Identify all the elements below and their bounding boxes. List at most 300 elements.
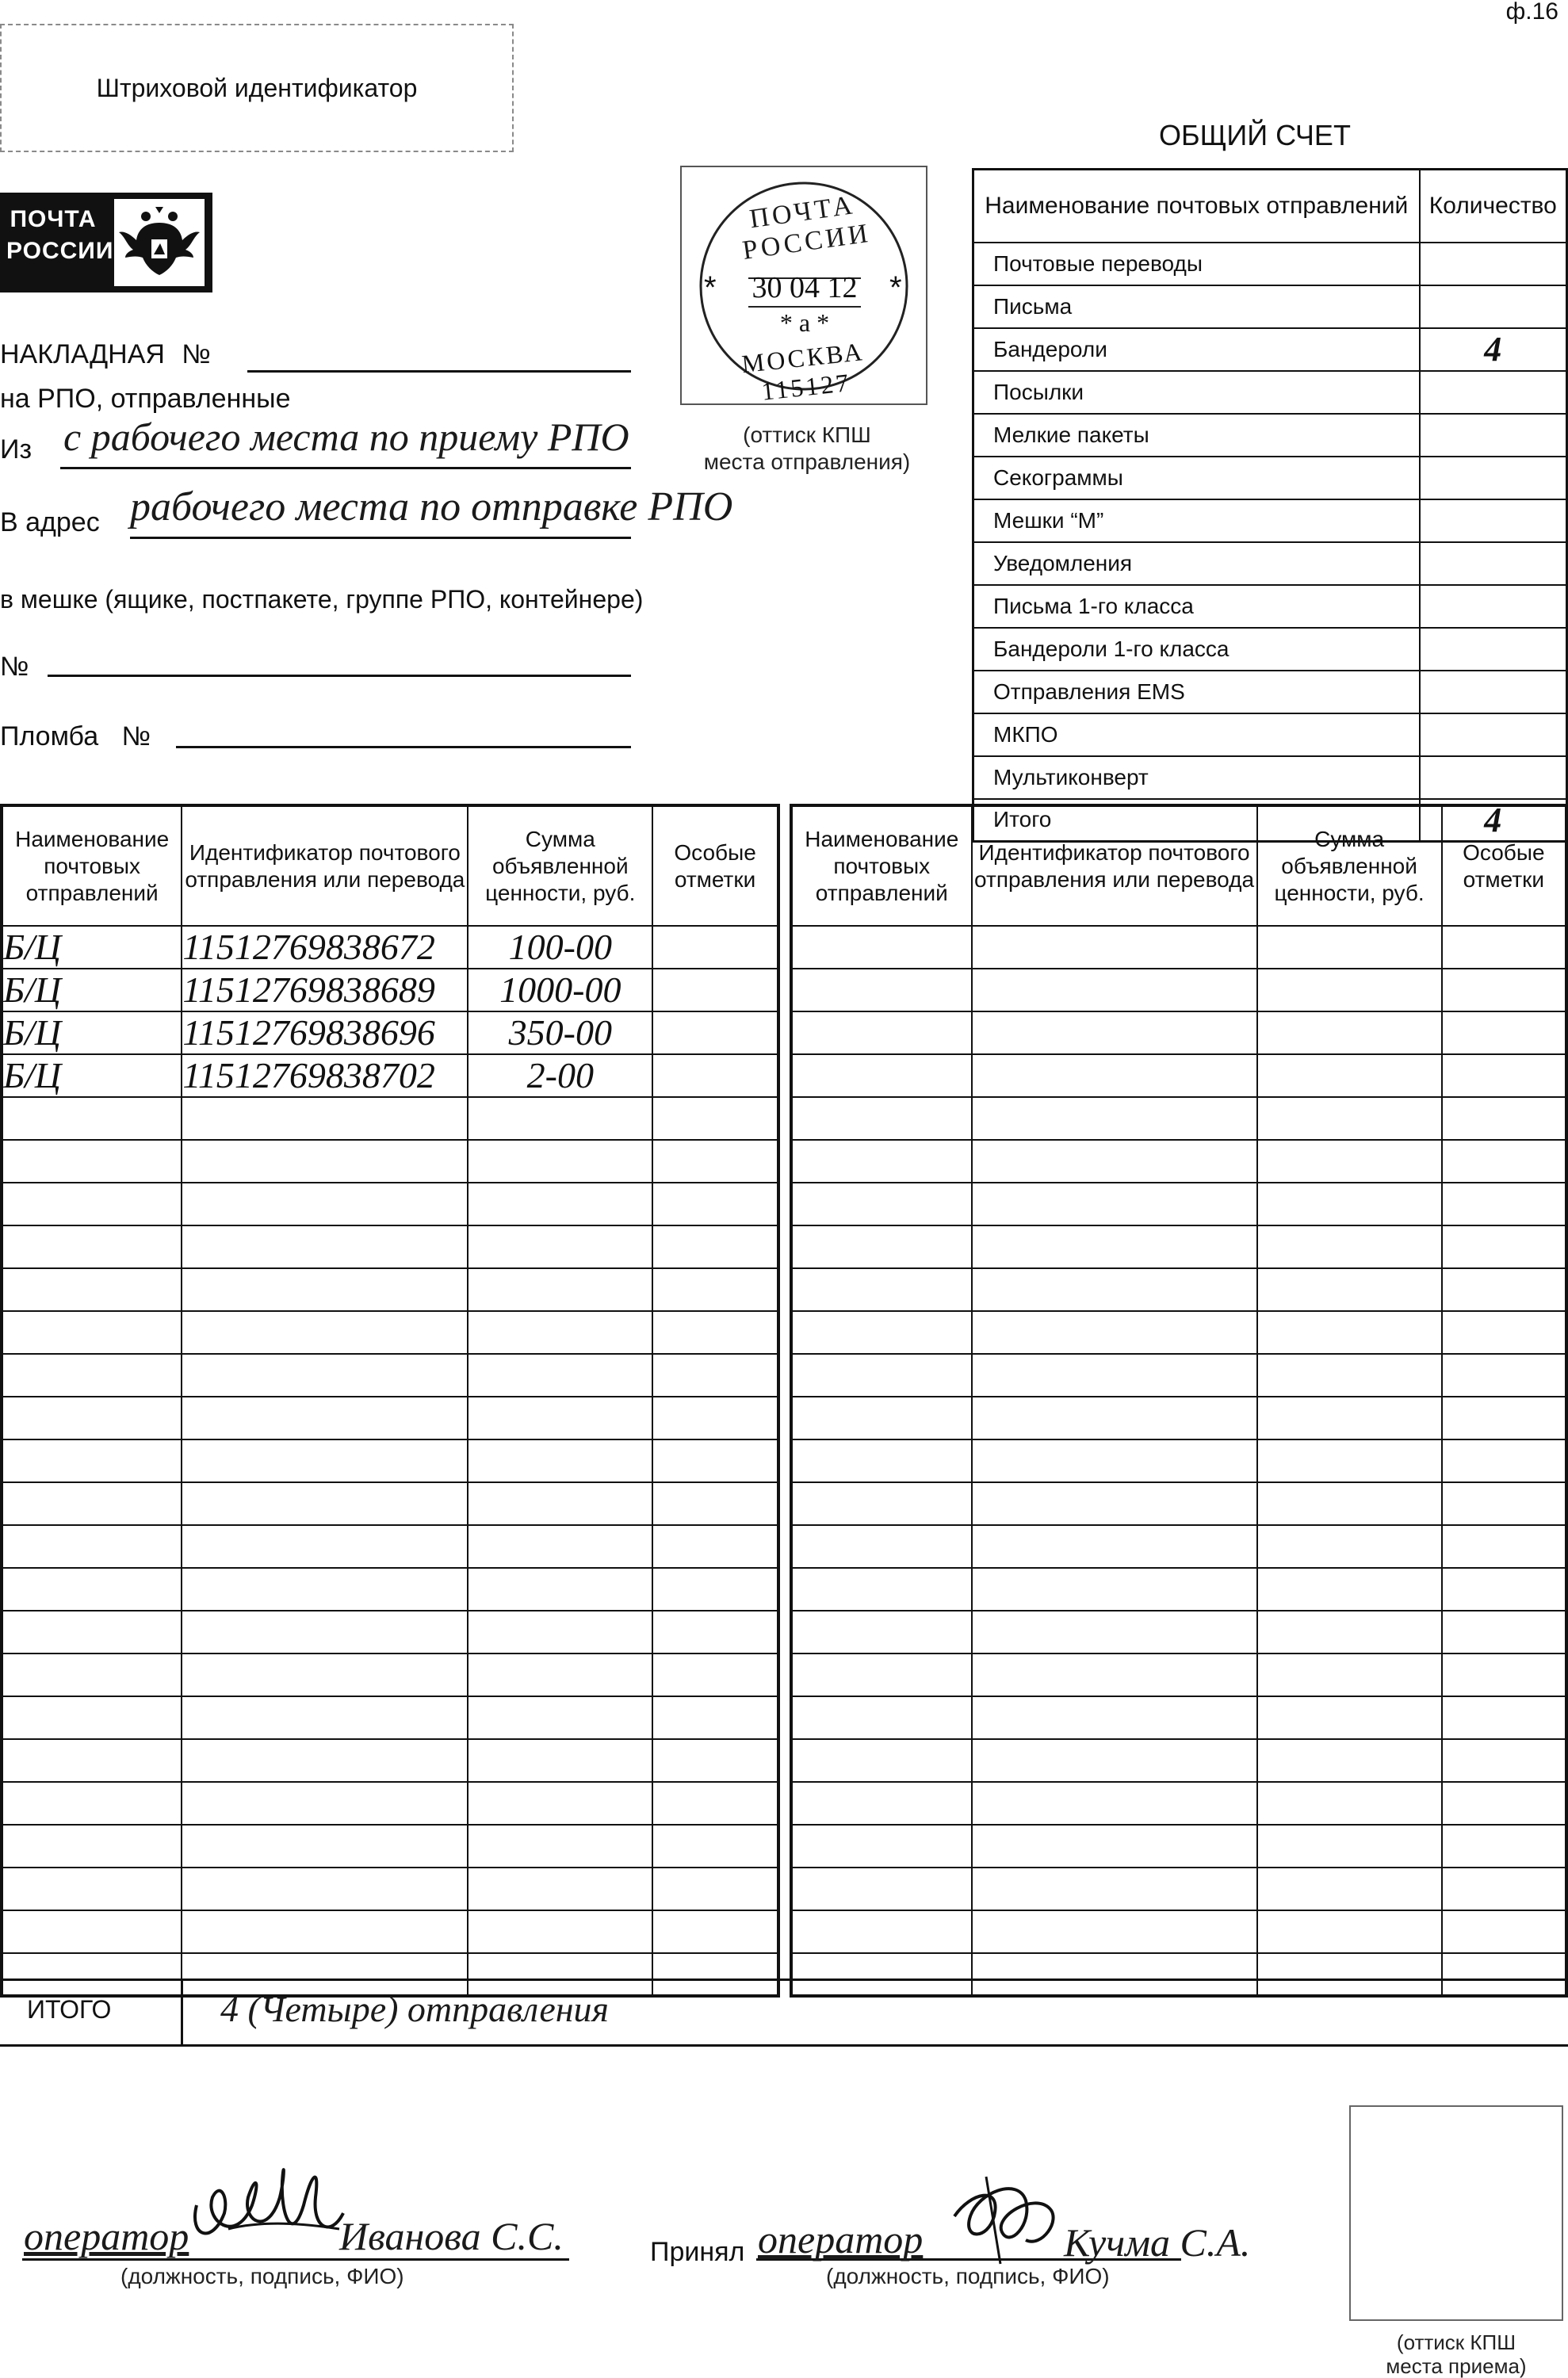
table-row [2,1183,778,1225]
table-cell[interactable] [791,1825,972,1868]
table-cell[interactable] [1442,1439,1566,1482]
table-cell[interactable] [1257,1397,1442,1439]
table-cell[interactable] [182,1140,468,1183]
accepted-label: Принял [650,2237,745,2267]
table-cell[interactable] [182,1268,468,1311]
table-cell[interactable] [652,1397,778,1439]
table-cell[interactable] [972,1311,1257,1354]
table-row [791,969,1566,1011]
table-cell[interactable] [182,1739,468,1782]
summary-row-name: Письма 1-го класса [973,585,1420,628]
table-cell[interactable] [1257,1140,1442,1183]
table-cell[interactable] [652,1525,778,1568]
table-cell[interactable]: 2-00 [468,1054,652,1097]
table-row [791,1140,1566,1183]
table-cell[interactable] [791,1611,972,1654]
summary-row-qty[interactable] [1420,628,1567,671]
table-cell[interactable]: 11512769838689 [182,969,468,1011]
table-cell[interactable] [972,926,1257,969]
table-cell[interactable] [182,1910,468,1953]
table-cell[interactable] [791,1439,972,1482]
table-row [791,1439,1566,1482]
table-row [2,969,778,1011]
table-cell[interactable] [1257,1825,1442,1868]
table-cell[interactable] [1442,1868,1566,1910]
summary-row-qty[interactable] [1420,585,1567,628]
table-cell[interactable] [468,1225,652,1268]
summary-row-name: Бандероли [973,328,1420,371]
table-cell[interactable]: 11512769838696 [182,1011,468,1054]
table-row [791,926,1566,969]
seal-label-row [0,721,151,752]
table-row [2,1225,778,1268]
table-cell[interactable] [1257,1696,1442,1739]
table-row [2,1268,778,1311]
table-cell[interactable] [652,1140,778,1183]
invoice-label: НАКЛАДНАЯ [0,339,165,369]
table-row [2,1097,778,1140]
table-cell[interactable] [1257,1011,1442,1054]
table-cell[interactable] [652,1739,778,1782]
summary-row-qty[interactable] [1420,243,1567,285]
table-cell[interactable] [972,1868,1257,1910]
seal-number-field[interactable] [176,718,631,748]
table-cell[interactable] [182,1482,468,1525]
summary-row [973,628,1567,671]
table-cell[interactable] [1257,1739,1442,1782]
table-cell[interactable] [791,1268,972,1311]
barcode-label: Штриховой идентификатор [96,73,418,102]
logo-text [6,204,114,281]
table-cell[interactable] [1257,1910,1442,1953]
table-cell[interactable] [1257,926,1442,969]
table-cell[interactable] [1442,1183,1566,1225]
table-cell[interactable] [652,1268,778,1311]
table-cell[interactable] [972,1568,1257,1611]
table-cell[interactable] [1442,1696,1566,1739]
table-cell[interactable] [972,1140,1257,1183]
table-cell[interactable] [468,1439,652,1482]
table-row [2,1611,778,1654]
table-cell[interactable] [652,1011,778,1054]
left-table-header-3: Особые отметки [652,805,778,926]
table-cell[interactable] [972,1525,1257,1568]
total-value[interactable]: 4 (Четыре) отправления [220,1989,609,2029]
table-cell[interactable] [1442,969,1566,1011]
table-cell[interactable] [972,1097,1257,1140]
table-cell[interactable] [468,1868,652,1910]
table-cell[interactable] [468,1397,652,1439]
table-cell[interactable] [652,1482,778,1525]
summary-row-name: Уведомления [973,542,1420,585]
summary-row-qty[interactable] [1420,414,1567,457]
table-cell[interactable] [468,1782,652,1825]
table-cell[interactable] [652,1910,778,1953]
table-cell[interactable] [972,1696,1257,1739]
table-row [791,1311,1566,1354]
table-cell[interactable] [791,1696,972,1739]
table-cell[interactable] [791,1397,972,1439]
table-cell[interactable] [1442,1054,1566,1097]
table-cell[interactable] [468,1739,652,1782]
from-field-value[interactable]: с рабочего места по приему РПО [63,415,629,459]
table-cell[interactable] [791,1482,972,1525]
to-label: В адрес [0,507,100,537]
logo-line2: РОССИИ [6,238,114,264]
table-cell[interactable] [1257,1225,1442,1268]
table-cell[interactable] [1442,1354,1566,1397]
table-cell[interactable] [2,1439,182,1482]
table-cell[interactable] [972,1225,1257,1268]
summary-row-qty[interactable] [1420,285,1567,328]
table-cell[interactable] [791,1097,972,1140]
table-cell[interactable] [972,1439,1257,1482]
table-cell[interactable]: 350-00 [468,1011,652,1054]
table-cell[interactable] [1257,1525,1442,1568]
table-cell[interactable]: 100-00 [468,926,652,969]
table-cell[interactable] [652,1782,778,1825]
table-cell[interactable] [791,1225,972,1268]
summary-row [973,585,1567,628]
table-cell[interactable] [468,1696,652,1739]
table-cell[interactable] [2,1482,182,1525]
summary-row-qty[interactable] [1420,457,1567,499]
summary-row-qty[interactable]: 4 [1420,328,1567,371]
table-cell[interactable] [791,1654,972,1696]
table-row [791,1354,1566,1397]
to-field-value[interactable]: рабочего места по отправке РПО [130,484,733,530]
right-table-header-1: Идентификатор почтового отправления или перевода [972,805,1257,926]
summary-col-name: Наименование почтовых отправлений [973,170,1420,243]
table-cell[interactable] [1442,1825,1566,1868]
table-cell[interactable] [1442,1482,1566,1525]
bag-number-field[interactable] [48,647,631,677]
pochta-rossii-logo [0,193,212,292]
stamp-bottom-text: МОСКВА 115127 [740,337,866,406]
table-cell[interactable] [2,1568,182,1611]
table-cell[interactable] [1257,969,1442,1011]
table-row [2,1439,778,1482]
table-cell[interactable] [791,1311,972,1354]
table-cell[interactable] [468,1268,652,1311]
table-cell[interactable] [1442,1525,1566,1568]
table-cell[interactable] [972,1054,1257,1097]
table-cell[interactable] [1257,1868,1442,1910]
summary-title: ОБЩИЙ СЧЕТ [1159,119,1351,151]
sender-signature-caption: (должность, подпись, ФИО) [120,2264,404,2288]
table-cell[interactable] [1442,1397,1566,1439]
table-cell[interactable] [972,969,1257,1011]
table-cell[interactable]: Б/Ц [2,969,182,1011]
table-row [2,1482,778,1525]
table-cell[interactable] [1442,926,1566,969]
table-cell[interactable] [972,1183,1257,1225]
table-cell[interactable] [2,1868,182,1910]
table-cell[interactable] [2,1397,182,1439]
table-cell[interactable] [2,1696,182,1739]
table-cell[interactable] [182,1311,468,1354]
stamp-index-letter: * а * [779,308,830,337]
table-cell[interactable] [652,1054,778,1097]
summary-row-qty[interactable] [1420,713,1567,756]
table-cell[interactable] [652,1225,778,1268]
table-cell[interactable] [652,1654,778,1696]
table-row [2,1782,778,1825]
table-cell[interactable] [182,1568,468,1611]
table-cell[interactable] [1257,1097,1442,1140]
invoice-number-sign: № [182,339,211,369]
table-cell[interactable] [972,1910,1257,1953]
table-cell[interactable] [1257,1611,1442,1654]
table-row [791,1011,1566,1054]
table-cell[interactable] [2,1354,182,1397]
table-cell[interactable] [182,1183,468,1225]
summary-row-name: Отправления EMS [973,671,1420,713]
table-cell[interactable] [2,1140,182,1183]
bag-number-sign: № [0,652,29,682]
table-cell[interactable] [468,1568,652,1611]
table-cell[interactable] [1257,1654,1442,1696]
seal-number-sign: № [121,721,151,751]
table-cell[interactable] [2,1183,182,1225]
table-cell[interactable] [1257,1054,1442,1097]
summary-row-qty[interactable] [1420,499,1567,542]
table-row [2,1140,778,1183]
table-row [791,1739,1566,1782]
table-cell[interactable] [182,1654,468,1696]
table-cell[interactable] [2,1311,182,1354]
table-row [2,1696,778,1739]
table-cell[interactable] [791,926,972,969]
table-cell[interactable] [468,1311,652,1354]
table-cell[interactable] [468,1183,652,1225]
summary-row [973,457,1567,499]
table-row [2,1739,778,1782]
summary-row [973,414,1567,457]
table-cell[interactable] [182,1097,468,1140]
receiver-name: Кучма С.А. [1064,2220,1251,2265]
table-cell[interactable] [182,1525,468,1568]
table-cell[interactable] [972,1611,1257,1654]
table-row [2,1868,778,1910]
table-row [2,1525,778,1568]
table-cell[interactable] [652,1611,778,1654]
table-cell[interactable] [2,1611,182,1654]
table-cell[interactable] [468,1611,652,1654]
table-cell[interactable] [1442,1011,1566,1054]
table-cell[interactable] [652,1568,778,1611]
table-cell[interactable] [652,1354,778,1397]
table-cell[interactable] [182,1868,468,1910]
table-row [791,1782,1566,1825]
table-cell[interactable] [182,1696,468,1739]
summary-row-name: Письма [973,285,1420,328]
table-cell[interactable]: Б/Ц [2,1054,182,1097]
receiver-signature-icon [939,2161,1073,2280]
stamp-caption [672,422,942,476]
table-cell[interactable] [972,1354,1257,1397]
table-cell[interactable] [791,1183,972,1225]
table-cell[interactable] [1257,1568,1442,1611]
summary-row-qty[interactable] [1420,542,1567,585]
table-cell[interactable] [652,926,778,969]
table-cell[interactable] [1442,1140,1566,1183]
summary-col-qty: Количество [1420,170,1567,243]
table-cell[interactable] [182,1825,468,1868]
summary-row-qty[interactable] [1420,756,1567,799]
table-cell[interactable] [972,1011,1257,1054]
table-cell[interactable] [652,1439,778,1482]
table-cell[interactable] [791,1011,972,1054]
table-cell[interactable] [791,1739,972,1782]
table-cell[interactable] [791,1868,972,1910]
table-row [2,926,778,969]
table-cell[interactable] [652,1825,778,1868]
table-cell[interactable] [1257,1354,1442,1397]
table-cell[interactable] [2,1097,182,1140]
sender-position: оператор [24,2214,189,2258]
table-cell[interactable] [972,1397,1257,1439]
summary-row [973,499,1567,542]
table-cell[interactable] [1442,1910,1566,1953]
table-cell[interactable] [972,1782,1257,1825]
sender-signature-icon [181,2150,363,2269]
table-cell[interactable] [791,1525,972,1568]
table-cell[interactable] [2,1910,182,1953]
summary-row-name: Мультиконверт [973,756,1420,799]
form-code: ф.16 [1505,0,1558,25]
table-cell[interactable] [2,1268,182,1311]
table-row [791,1654,1566,1696]
table-cell[interactable] [1442,1568,1566,1611]
stamp-top-text: ПОЧТА РОССИИ [740,190,873,266]
table-cell[interactable] [182,1354,468,1397]
table-row [791,1482,1566,1525]
table-cell[interactable] [972,1825,1257,1868]
table-cell[interactable] [791,1140,972,1183]
table-row [2,1825,778,1868]
table-cell[interactable] [2,1782,182,1825]
table-cell[interactable] [652,1696,778,1739]
table-cell[interactable] [791,1054,972,1097]
table-row [2,1397,778,1439]
table-row [791,1611,1566,1654]
left-table-header-1: Идентификатор почтового отправления или перевода [182,805,468,926]
table-cell[interactable] [652,1311,778,1354]
summary-row [973,713,1567,756]
table-cell[interactable] [972,1482,1257,1525]
table-cell[interactable] [1442,1311,1566,1354]
summary-row-name: Мешки “М” [973,499,1420,542]
summary-row [973,671,1567,713]
summary-row-name: Посылки [973,371,1420,414]
table-cell[interactable]: 11512769838702 [182,1054,468,1097]
table-cell[interactable] [2,1825,182,1868]
table-cell[interactable] [791,1354,972,1397]
stamp-star-left: * [704,270,717,305]
table-cell[interactable] [1442,1654,1566,1696]
table-cell[interactable] [652,969,778,1011]
table-cell[interactable] [1257,1268,1442,1311]
summary-row-qty[interactable]: 4 [1420,799,1567,842]
table-cell[interactable] [468,1910,652,1953]
table-cell[interactable] [1442,1225,1566,1268]
summary-row-qty[interactable] [1420,371,1567,414]
table-cell[interactable] [468,1354,652,1397]
table-row [791,1268,1566,1311]
stamp-caption-line2: места отправления) [703,449,911,474]
stamp-caption-line1: (оттиск КПШ [743,422,871,447]
table-cell[interactable] [468,1654,652,1696]
stamp-date: 30 04 12 [751,271,858,304]
summary-table [972,168,1568,843]
table-cell[interactable] [791,969,972,1011]
table-cell[interactable] [182,1611,468,1654]
table-cell[interactable] [182,1225,468,1268]
table-cell[interactable] [2,1525,182,1568]
table-cell[interactable] [791,1782,972,1825]
table-cell[interactable] [182,1782,468,1825]
double-eagle-emblem-icon [114,199,205,286]
table-cell[interactable] [468,1140,652,1183]
table-cell[interactable] [2,1739,182,1782]
invoice-number-field[interactable] [247,344,631,373]
from-label: Из [0,434,33,465]
summary-row [973,756,1567,799]
table-row [791,1696,1566,1739]
table-cell[interactable] [182,1397,468,1439]
table-cell[interactable] [652,1868,778,1910]
table-cell[interactable] [1442,1611,1566,1654]
table-cell[interactable] [182,1439,468,1482]
seal-label: Пломба [0,721,99,751]
table-cell[interactable] [972,1268,1257,1311]
table-row [2,1910,778,1953]
table-cell[interactable] [2,1225,182,1268]
table-cell[interactable] [652,1097,778,1140]
table-row [791,1097,1566,1140]
table-cell[interactable] [1442,1097,1566,1140]
table-cell[interactable]: Б/Ц [2,926,182,969]
table-cell[interactable] [1442,1739,1566,1782]
table-row [791,1225,1566,1268]
table-cell[interactable] [468,1482,652,1525]
table-cell[interactable] [652,1183,778,1225]
table-cell[interactable] [1257,1439,1442,1482]
table-cell[interactable]: 1000-00 [468,969,652,1011]
table-row [791,1568,1566,1611]
table-cell[interactable]: 11512769838672 [182,926,468,969]
table-cell[interactable] [468,1525,652,1568]
table-cell[interactable] [1442,1782,1566,1825]
stamp-star-right: * [889,270,902,305]
table-cell[interactable]: Б/Ц [2,1011,182,1054]
table-cell[interactable] [468,1825,652,1868]
table-cell[interactable] [1257,1183,1442,1225]
table-cell[interactable] [2,1654,182,1696]
summary-row-qty[interactable] [1420,671,1567,713]
table-cell[interactable] [972,1739,1257,1782]
table-cell[interactable] [791,1568,972,1611]
table-cell[interactable] [972,1654,1257,1696]
table-cell[interactable] [1442,1268,1566,1311]
table-cell[interactable] [1257,1782,1442,1825]
table-row [2,1054,778,1097]
table-cell[interactable] [468,1097,652,1140]
table-cell[interactable] [791,1910,972,1953]
table-cell[interactable] [1257,1482,1442,1525]
table-cell[interactable] [1257,1311,1442,1354]
